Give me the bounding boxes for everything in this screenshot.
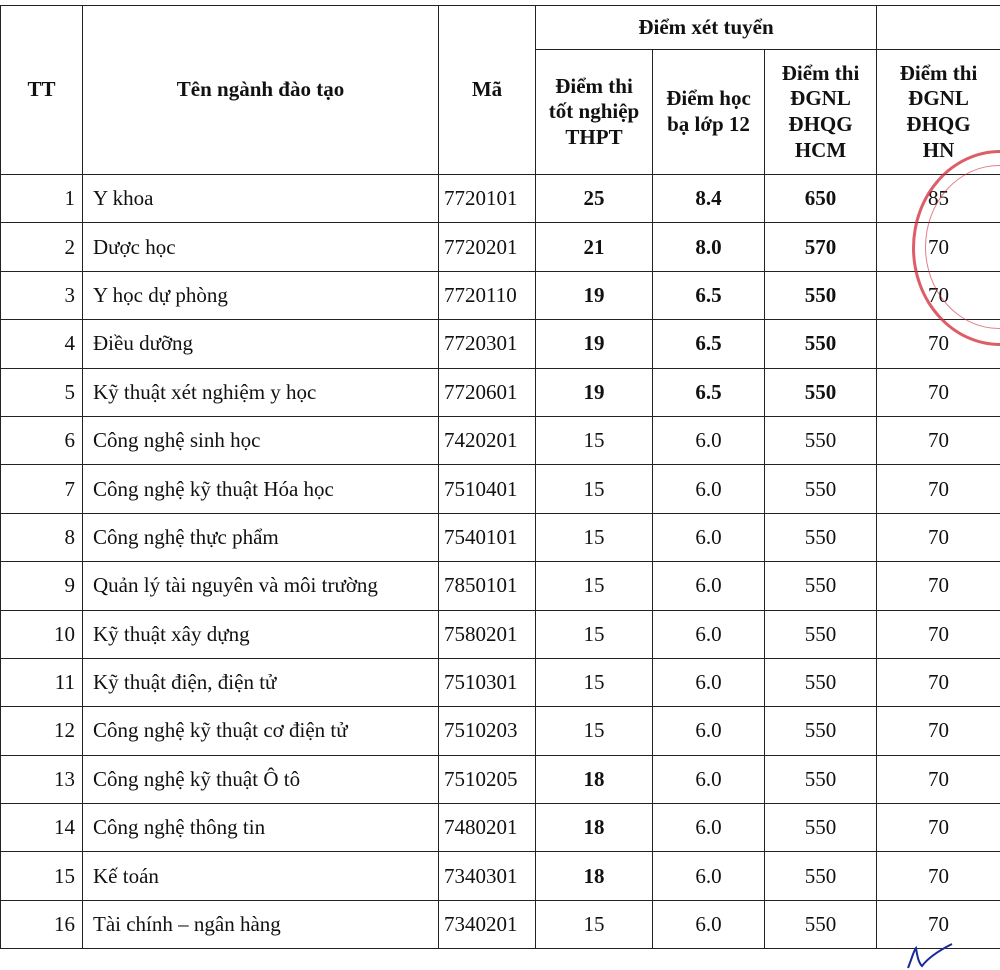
header-hn-line: HN bbox=[922, 137, 955, 162]
cell-hcm: 550 bbox=[765, 804, 877, 852]
cell-tt: 2 bbox=[1, 223, 83, 271]
cell-tt: 7 bbox=[1, 465, 83, 513]
cell-hocba: 6.5 bbox=[653, 320, 765, 368]
cell-code: 7340201 bbox=[439, 900, 536, 948]
table-row bbox=[1, 223, 1000, 271]
cell-hn: 70 bbox=[877, 320, 1000, 368]
cell-thpt: 15 bbox=[536, 658, 653, 706]
cell-hn: 70 bbox=[877, 658, 1000, 706]
header-tt: TT bbox=[1, 6, 83, 175]
cell-name: Y khoa bbox=[83, 175, 439, 223]
cell-tt: 8 bbox=[1, 513, 83, 561]
cell-thpt: 18 bbox=[536, 852, 653, 900]
cell-hcm: 550 bbox=[765, 320, 877, 368]
cell-hocba: 6.5 bbox=[653, 271, 765, 319]
cell-thpt: 15 bbox=[536, 513, 653, 561]
cell-code: 7340301 bbox=[439, 852, 536, 900]
table-body bbox=[1, 175, 1000, 949]
cell-hn: 70 bbox=[877, 271, 1000, 319]
cell-tt: 9 bbox=[1, 562, 83, 610]
cell-code: 7480201 bbox=[439, 804, 536, 852]
cell-hn: 70 bbox=[877, 852, 1000, 900]
cell-thpt: 18 bbox=[536, 755, 653, 803]
table-row bbox=[1, 175, 1000, 223]
cell-name: Y học dự phòng bbox=[83, 271, 439, 319]
cell-name: Công nghệ thực phẩm bbox=[83, 513, 439, 561]
cell-tt: 3 bbox=[1, 271, 83, 319]
table-row bbox=[1, 658, 1000, 706]
cell-code: 7580201 bbox=[439, 610, 536, 658]
table-row bbox=[1, 465, 1000, 513]
cell-hn: 70 bbox=[877, 755, 1000, 803]
cell-hcm: 550 bbox=[765, 900, 877, 948]
cell-hcm: 570 bbox=[765, 223, 877, 271]
cell-hocba: 6.0 bbox=[653, 707, 765, 755]
cell-thpt: 15 bbox=[536, 465, 653, 513]
header-thpt-line: THPT bbox=[565, 124, 623, 149]
cell-name: Kỹ thuật xây dựng bbox=[83, 610, 439, 658]
cell-hocba: 6.0 bbox=[653, 416, 765, 464]
header-group: Điểm xét tuyển bbox=[536, 6, 877, 50]
table-row bbox=[1, 368, 1000, 416]
header-hcm-line: Điểm thi bbox=[781, 60, 860, 85]
cell-name: Quản lý tài nguyên và môi trường bbox=[83, 562, 439, 610]
cell-hocba: 8.0 bbox=[653, 223, 765, 271]
cell-code: 7420201 bbox=[439, 416, 536, 464]
cell-hcm: 550 bbox=[765, 610, 877, 658]
cell-thpt: 15 bbox=[536, 707, 653, 755]
header-hn-line: ĐGNL bbox=[908, 86, 969, 111]
cell-code: 7510301 bbox=[439, 658, 536, 706]
cell-tt: 12 bbox=[1, 707, 83, 755]
cell-hocba: 8.4 bbox=[653, 175, 765, 223]
cell-name: Tài chính – ngân hàng bbox=[83, 900, 439, 948]
cell-code: 7540101 bbox=[439, 513, 536, 561]
cell-code: 7850101 bbox=[439, 562, 536, 610]
cell-hcm: 550 bbox=[765, 465, 877, 513]
cell-tt: 10 bbox=[1, 610, 83, 658]
header-hocba-line: Điểm học bbox=[666, 86, 751, 111]
cell-thpt: 19 bbox=[536, 320, 653, 368]
cell-name: Công nghệ kỹ thuật cơ điện tử bbox=[83, 707, 439, 755]
cell-code: 7720201 bbox=[439, 223, 536, 271]
cell-hn: 70 bbox=[877, 368, 1000, 416]
cell-hcm: 550 bbox=[765, 271, 877, 319]
table-row bbox=[1, 610, 1000, 658]
table-row bbox=[1, 320, 1000, 368]
cell-name: Công nghệ thông tin bbox=[83, 804, 439, 852]
cell-hn: 70 bbox=[877, 804, 1000, 852]
cell-name: Công nghệ sinh học bbox=[83, 416, 439, 464]
cell-hcm: 550 bbox=[765, 658, 877, 706]
cell-tt: 4 bbox=[1, 320, 83, 368]
cell-hocba: 6.0 bbox=[653, 852, 765, 900]
table-row bbox=[1, 513, 1000, 561]
cell-code: 7720101 bbox=[439, 175, 536, 223]
header-hocba bbox=[653, 50, 765, 175]
cell-tt: 13 bbox=[1, 755, 83, 803]
cell-thpt: 15 bbox=[536, 900, 653, 948]
cell-name: Dược học bbox=[83, 223, 439, 271]
cell-hcm: 550 bbox=[765, 513, 877, 561]
header-name: Tên ngành đào tạo bbox=[83, 6, 439, 175]
cell-hcm: 550 bbox=[765, 416, 877, 464]
cell-thpt: 21 bbox=[536, 223, 653, 271]
admission-score-table bbox=[0, 5, 1000, 949]
table-row bbox=[1, 562, 1000, 610]
table-row bbox=[1, 852, 1000, 900]
cell-hcm: 550 bbox=[765, 852, 877, 900]
header-hn-line: Điểm thi bbox=[899, 60, 978, 85]
cell-hn: 70 bbox=[877, 610, 1000, 658]
cell-hn: 70 bbox=[877, 416, 1000, 464]
cell-hocba: 6.0 bbox=[653, 513, 765, 561]
table-row bbox=[1, 271, 1000, 319]
cell-thpt: 19 bbox=[536, 368, 653, 416]
cell-code: 7720110 bbox=[439, 271, 536, 319]
cell-code: 7720601 bbox=[439, 368, 536, 416]
cell-name: Công nghệ kỹ thuật Hóa học bbox=[83, 465, 439, 513]
cell-tt: 16 bbox=[1, 900, 83, 948]
header-blank bbox=[877, 6, 1000, 50]
cell-code: 7510205 bbox=[439, 755, 536, 803]
cell-hn: 70 bbox=[877, 900, 1000, 948]
cell-hcm: 550 bbox=[765, 562, 877, 610]
cell-hcm: 550 bbox=[765, 755, 877, 803]
table-row bbox=[1, 804, 1000, 852]
header-hn-line: ĐHQG bbox=[906, 112, 971, 136]
cell-tt: 14 bbox=[1, 804, 83, 852]
header-hcm-line: HCM bbox=[794, 137, 847, 162]
cell-hn: 70 bbox=[877, 513, 1000, 561]
cell-thpt: 19 bbox=[536, 271, 653, 319]
cell-thpt: 15 bbox=[536, 562, 653, 610]
header-thpt-line: tốt nghiệp bbox=[548, 99, 640, 124]
cell-hocba: 6.0 bbox=[653, 465, 765, 513]
table-row bbox=[1, 900, 1000, 948]
cell-hcm: 650 bbox=[765, 175, 877, 223]
header-hcm bbox=[765, 50, 877, 175]
cell-code: 7510401 bbox=[439, 465, 536, 513]
cell-name: Kỹ thuật xét nghiệm y học bbox=[83, 368, 439, 416]
cell-hocba: 6.0 bbox=[653, 755, 765, 803]
header-hcm-line: ĐHQG bbox=[788, 112, 853, 136]
header-thpt bbox=[536, 50, 653, 175]
cell-hocba: 6.0 bbox=[653, 804, 765, 852]
cell-code: 7720301 bbox=[439, 320, 536, 368]
cell-name: Kỹ thuật điện, điện tử bbox=[83, 658, 439, 706]
cell-hocba: 6.0 bbox=[653, 900, 765, 948]
header-hocba-line: bạ lớp 12 bbox=[667, 112, 750, 136]
cell-hocba: 6.0 bbox=[653, 610, 765, 658]
table-row bbox=[1, 416, 1000, 464]
cell-tt: 5 bbox=[1, 368, 83, 416]
cell-tt: 15 bbox=[1, 852, 83, 900]
cell-hcm: 550 bbox=[765, 707, 877, 755]
cell-hn: 70 bbox=[877, 465, 1000, 513]
cell-thpt: 15 bbox=[536, 610, 653, 658]
header-hn bbox=[877, 50, 1000, 175]
cell-tt: 6 bbox=[1, 416, 83, 464]
header-hcm-line: ĐGNL bbox=[790, 86, 851, 111]
signature-mark bbox=[900, 940, 960, 970]
cell-hn: 70 bbox=[877, 223, 1000, 271]
cell-hocba: 6.0 bbox=[653, 658, 765, 706]
cell-thpt: 18 bbox=[536, 804, 653, 852]
cell-name: Kế toán bbox=[83, 852, 439, 900]
cell-thpt: 25 bbox=[536, 175, 653, 223]
cell-thpt: 15 bbox=[536, 416, 653, 464]
cell-name: Điều dưỡng bbox=[83, 320, 439, 368]
cell-tt: 1 bbox=[1, 175, 83, 223]
cell-hocba: 6.0 bbox=[653, 562, 765, 610]
cell-hn: 70 bbox=[877, 707, 1000, 755]
header-code: Mã bbox=[439, 6, 536, 175]
table-row bbox=[1, 755, 1000, 803]
cell-hn: 85 bbox=[877, 175, 1000, 223]
cell-hn: 70 bbox=[877, 562, 1000, 610]
cell-name: Công nghệ kỹ thuật Ô tô bbox=[83, 755, 439, 803]
table-row bbox=[1, 707, 1000, 755]
cell-tt: 11 bbox=[1, 658, 83, 706]
cell-code: 7510203 bbox=[439, 707, 536, 755]
cell-hocba: 6.5 bbox=[653, 368, 765, 416]
header-thpt-line: Điểm thi bbox=[555, 73, 633, 98]
cell-hcm: 550 bbox=[765, 368, 877, 416]
